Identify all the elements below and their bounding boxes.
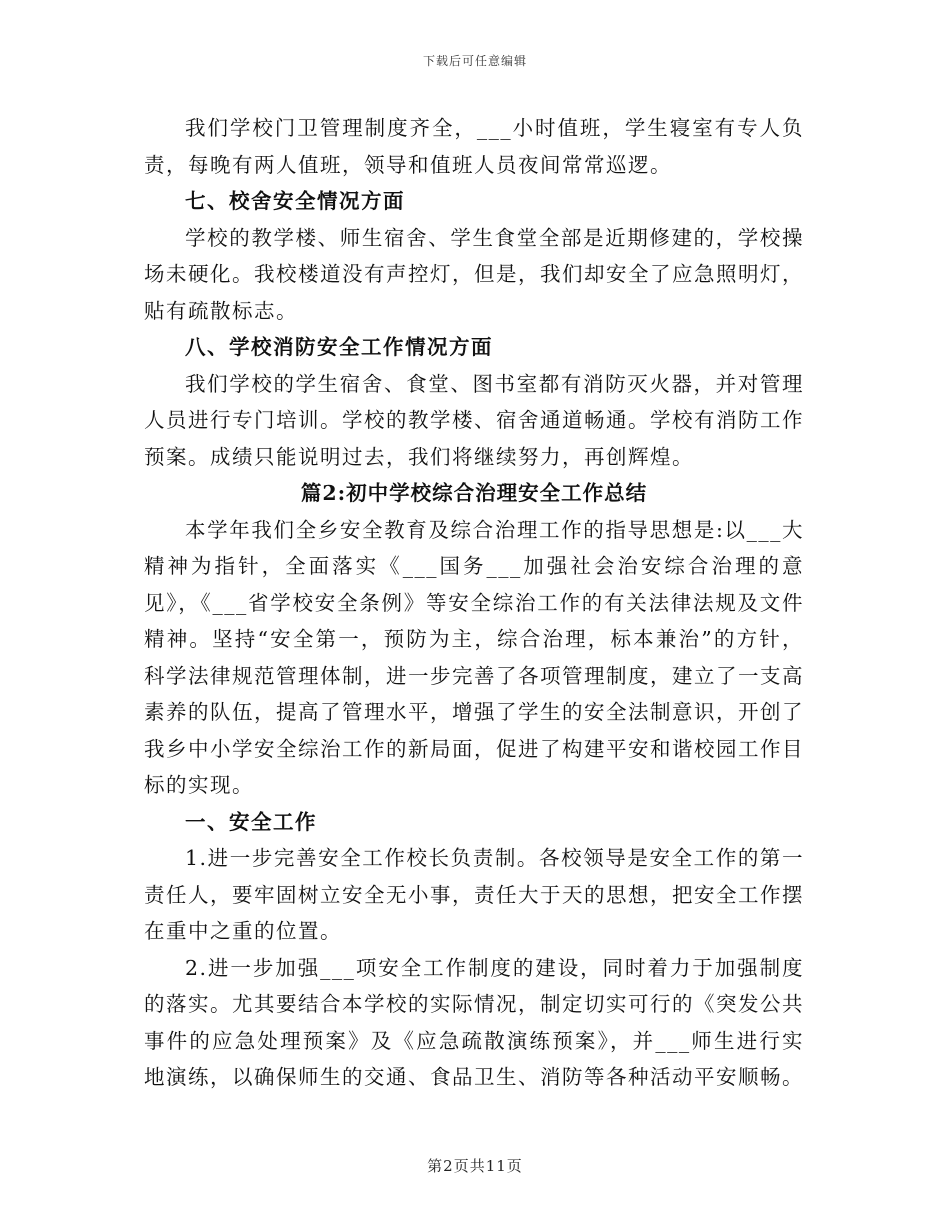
paragraph-guiding-ideology: 本学年我们全乡安全教育及综合治理工作的指导思想是:以___大精神为指针，全面落实《___国务___加强社会治安综合治理的意见》，《___省学校安全条例》等安全综治工作的有关法律法规及文件精神。坚持“安全第一，预防为主，综合治理，标本兼治”的方针，科学法律规范管理体制，进一步完善了各项管理制度，建立了一支高素养的队伍，提高了管理水平，增强了学生的安全法制意识，开创了我乡中小学安全综治工作的新局面，促进了构建平安和谐校园工作目标的实现。: [144, 517, 804, 797]
paragraph-item-1: 1.进一步完善安全工作校长负责制。各校领导是安全工作的第一责任人，要牢固树立安全无小事，责任大于天的思想，把安全工作摆在重中之重的位置。: [144, 846, 804, 943]
section-heading-safety-work: 一、安全工作: [185, 809, 317, 834]
paragraph-item-2: 2.进一步加强___项安全工作制度的建设，同时着力于加强制度的落实。尤其要结合本学校的实际情况，制定切实可行的《突发公共事件的应急处理预案》及《应急疏散演练预案》，并___师生进行实地演练，以确保师生的交通、食品卫生、消防等各种活动平安顺畅。: [144, 955, 804, 1089]
section-heading-fire-safety: 八、学校消防安全工作情况方面: [185, 335, 493, 359]
paragraph-building-safety: 学校的教学楼、师生宿舍、学生食堂全部是近期修建的，学校操场未硬化。我校楼道没有声控灯，但是，我们却安全了应急照明灯，贴有疏散标志。: [144, 225, 804, 323]
section-heading-building-safety: 七、校舍安全情况方面: [185, 189, 405, 213]
paragraph-fire-safety: 我们学校的学生宿舍、食堂、图书室都有消防灭火器，并对管理人员进行专门培训。学校的教学楼、宿舍通道畅通。学校有消防工作预案。成绩只能说明过去，我们将继续努力，再创辉煌。: [144, 371, 804, 469]
page-header-note: 下载后可任意编辑: [422, 54, 527, 68]
document-body: [144, 110, 804, 1096]
page-number-footer: 第2页共11页: [427, 1157, 523, 1175]
article-title: 篇2:初中学校综合治理安全工作总结: [300, 481, 648, 505]
paragraph-gate-management: 我们学校门卫管理制度齐全，___小时值班，学生寝室有专人负责，每晚有两人值班，领导和值班人员夜间常常巡逻。: [144, 116, 804, 177]
